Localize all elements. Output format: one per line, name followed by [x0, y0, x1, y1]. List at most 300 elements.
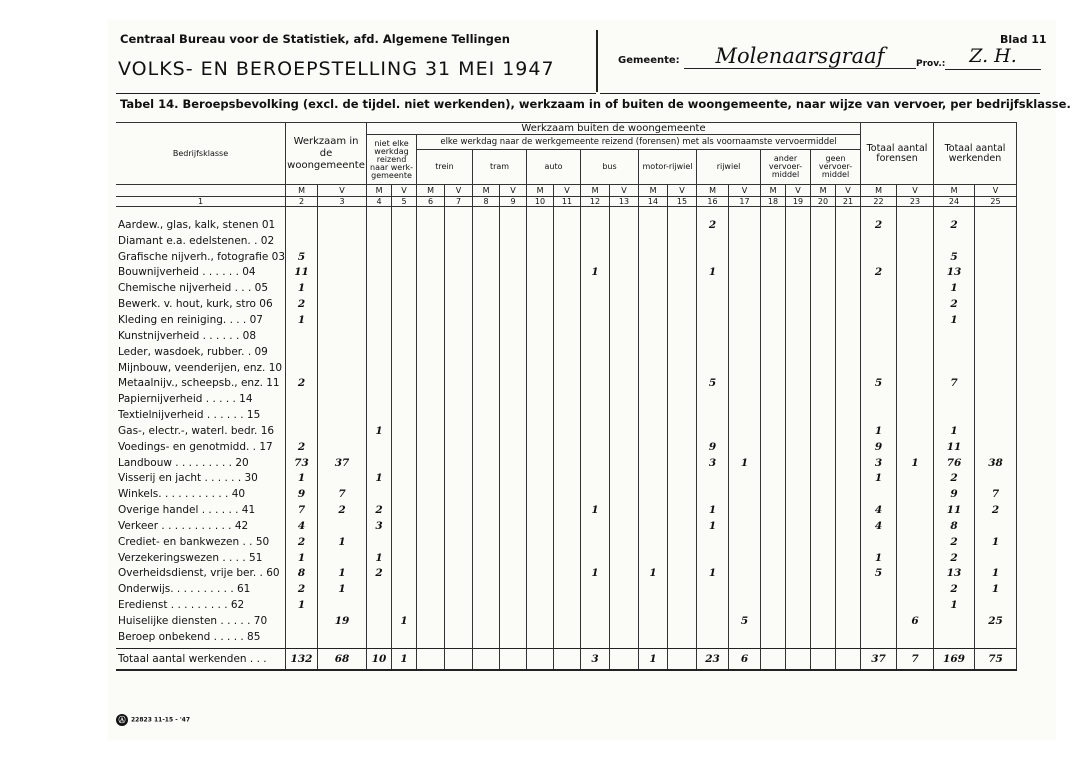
table-cell: [861, 360, 897, 376]
total-cell: [761, 648, 786, 670]
table-cell: [836, 233, 861, 249]
header-m: M: [761, 185, 786, 197]
table-cell: [318, 423, 367, 439]
table-cell: [473, 629, 500, 645]
table-cell: [392, 265, 417, 281]
table-cell: [554, 265, 581, 281]
table-row: [116, 423, 1017, 439]
table-cell: [786, 344, 811, 360]
table-cell: [417, 550, 445, 566]
table-cell: [417, 629, 445, 645]
table-cell: [581, 613, 610, 629]
table-cell: [610, 280, 639, 296]
table-cell: [500, 407, 527, 423]
table-cell: [729, 550, 761, 566]
table-cell: 2: [934, 550, 975, 566]
total-cell: [811, 648, 836, 670]
table-cell: [668, 217, 697, 233]
header-v: V: [610, 185, 639, 197]
table-cell: [861, 597, 897, 613]
table-cell: 1: [934, 597, 975, 613]
table-cell: [861, 296, 897, 312]
spacer-cell: [836, 207, 861, 218]
table-cell: [473, 312, 500, 328]
table-cell: 1: [286, 550, 318, 566]
table-row: [116, 613, 1017, 629]
table-cell: 1: [729, 455, 761, 471]
table-cell: 1: [897, 455, 934, 471]
header-bus: bus: [581, 150, 639, 185]
table-cell: [445, 328, 473, 344]
total-label: Totaal aantal werkenden . . .: [116, 648, 286, 670]
total-cell: 132: [286, 648, 318, 670]
table-cell: [697, 486, 729, 502]
table-cell: [811, 534, 836, 550]
table-cell: [639, 280, 668, 296]
table-cell: 2: [367, 566, 392, 582]
table-cell: [367, 217, 392, 233]
table-cell: 3: [861, 455, 897, 471]
table-cell: [786, 407, 811, 423]
header-m: M: [697, 185, 729, 197]
table-cell: [367, 280, 392, 296]
table-cell: [527, 423, 554, 439]
table-cell: [527, 375, 554, 391]
table-cell: [761, 566, 786, 582]
table-cell: [581, 249, 610, 265]
table-cell: [318, 328, 367, 344]
table-cell: [697, 550, 729, 566]
table-cell: [697, 581, 729, 597]
table-row: [116, 375, 1017, 391]
table-cell: [610, 265, 639, 281]
table-cell: [729, 502, 761, 518]
table-cell: 1: [286, 471, 318, 487]
table-cell: [417, 391, 445, 407]
total-cell: [473, 648, 500, 670]
bureau-name: Centraal Bureau voor de Statistiek, afd. Algemene Tellingen: [120, 32, 510, 46]
table-cell: [697, 280, 729, 296]
table-cell: [836, 328, 861, 344]
table-cell: [367, 407, 392, 423]
table-cell: 13: [934, 265, 975, 281]
table-cell: [445, 629, 473, 645]
table-cell: [286, 344, 318, 360]
table-cell: [500, 423, 527, 439]
table-cell: [975, 328, 1017, 344]
spacer-cell: [934, 207, 975, 218]
table-cell: [811, 391, 836, 407]
table-cell: [697, 344, 729, 360]
table-cell: [668, 360, 697, 376]
table-cell: [861, 280, 897, 296]
header-divider: [596, 30, 598, 92]
table-cell: [392, 550, 417, 566]
table-cell: 5: [697, 375, 729, 391]
table-cell: [786, 217, 811, 233]
spacer-cell: [697, 207, 729, 218]
table-cell: [786, 375, 811, 391]
row-label: Visserij en jacht . . . . . . 30: [116, 471, 286, 487]
spacer-cell: [668, 207, 697, 218]
table-cell: [975, 280, 1017, 296]
table-cell: [975, 423, 1017, 439]
table-cell: [286, 613, 318, 629]
table-cell: [318, 280, 367, 296]
table-cell: [527, 518, 554, 534]
table-cell: [367, 344, 392, 360]
table-cell: [897, 217, 934, 233]
table-cell: 37: [318, 455, 367, 471]
table-cell: [318, 344, 367, 360]
table-cell: [417, 296, 445, 312]
table-cell: [761, 613, 786, 629]
table-cell: 5: [286, 249, 318, 265]
table-cell: [473, 534, 500, 550]
table-cell: [581, 375, 610, 391]
table-cell: [417, 360, 445, 376]
table-cell: [786, 312, 811, 328]
table-cell: [639, 471, 668, 487]
total-cell: 1: [639, 648, 668, 670]
table-cell: [445, 296, 473, 312]
total-cell: 6: [729, 648, 761, 670]
table-cell: [554, 486, 581, 502]
table-cell: [527, 597, 554, 613]
data-table: [116, 122, 1017, 671]
table-cell: [729, 344, 761, 360]
table-cell: [897, 550, 934, 566]
table-cell: [668, 471, 697, 487]
table-cell: [286, 407, 318, 423]
table-cell: [897, 265, 934, 281]
table-cell: [811, 439, 836, 455]
table-cell: [417, 328, 445, 344]
table-cell: [473, 328, 500, 344]
table-cell: [811, 486, 836, 502]
table-cell: [610, 407, 639, 423]
table-cell: [786, 360, 811, 376]
table-cell: [473, 597, 500, 613]
row-label: Overheidsdienst, vrije ber. . 60: [116, 566, 286, 582]
header-niet-elke: niet elke werkdag reizend naar werk-gemeente: [367, 135, 417, 185]
table-cell: [581, 455, 610, 471]
table-cell: [761, 471, 786, 487]
table-cell: [500, 312, 527, 328]
column-number: 18: [761, 197, 786, 207]
table-cell: [473, 217, 500, 233]
table-cell: [367, 597, 392, 613]
table-cell: [473, 471, 500, 487]
table-cell: [668, 455, 697, 471]
table-cell: [668, 407, 697, 423]
table-cell: 1: [697, 502, 729, 518]
table-cell: [811, 280, 836, 296]
table-cell: [392, 217, 417, 233]
table-cell: [500, 581, 527, 597]
table-cell: [836, 613, 861, 629]
table-cell: [729, 439, 761, 455]
table-cell: [729, 407, 761, 423]
table-cell: [811, 566, 836, 582]
table-cell: [697, 407, 729, 423]
table-cell: [473, 566, 500, 582]
table-cell: 1: [861, 550, 897, 566]
table-cell: [500, 518, 527, 534]
print-code-text: 22823 11-15 - '47: [131, 716, 191, 724]
table-cell: 4: [861, 502, 897, 518]
table-cell: [527, 265, 554, 281]
table-row: [116, 471, 1017, 487]
table-cell: [729, 391, 761, 407]
table-cell: [367, 249, 392, 265]
table-cell: [761, 312, 786, 328]
header-geen-vervoermiddel: geen vervoer-middel: [811, 150, 861, 185]
table-cell: [581, 550, 610, 566]
table-cell: [445, 391, 473, 407]
table-cell: [668, 566, 697, 582]
row-label: Grafische nijverh., fotografie 03: [118, 250, 286, 263]
table-cell: [581, 217, 610, 233]
column-number: 20: [811, 197, 836, 207]
table-cell: [836, 550, 861, 566]
table-cell: [729, 486, 761, 502]
table-cell: 1: [934, 280, 975, 296]
table-cell: 1: [975, 566, 1017, 582]
table-cell: [610, 518, 639, 534]
table-cell: [417, 613, 445, 629]
table-cell: [811, 455, 836, 471]
table-row: [116, 597, 1017, 613]
table-cell: [392, 233, 417, 249]
total-cell: 10: [367, 648, 392, 670]
table-cell: [527, 629, 554, 645]
table-cell: 1: [318, 581, 367, 597]
table-cell: 1: [861, 423, 897, 439]
row-label: Textielnijverheid . . . . . . 15: [116, 407, 286, 423]
table-cell: [836, 439, 861, 455]
table-cell: 4: [286, 518, 318, 534]
table-cell: [668, 518, 697, 534]
table-cell: [500, 249, 527, 265]
table-cell: [668, 280, 697, 296]
spacer-cell: [116, 207, 286, 218]
header-rijwiel: rijwiel: [697, 150, 761, 185]
table-cell: [318, 360, 367, 376]
row-label: Gas-, electr.-, waterl. bedr. 16: [116, 423, 286, 439]
table-cell: [392, 455, 417, 471]
row-label: Beroep onbekend . . . . . 85: [116, 629, 286, 645]
table-cell: [836, 249, 861, 265]
table-cell: [581, 439, 610, 455]
table-cell: [473, 613, 500, 629]
table-cell: [897, 486, 934, 502]
table-cell: [836, 391, 861, 407]
table-cell: [934, 629, 975, 645]
table-cell: [610, 312, 639, 328]
table-row: [116, 566, 1017, 582]
table-cell: [286, 360, 318, 376]
print-code: [116, 714, 190, 726]
column-number: 6: [417, 197, 445, 207]
column-number: 19: [786, 197, 811, 207]
table-cell: [761, 502, 786, 518]
table-cell: [610, 471, 639, 487]
table-cell: [527, 217, 554, 233]
table-cell: [761, 534, 786, 550]
table-cell: [286, 391, 318, 407]
table-cell: [417, 455, 445, 471]
table-cell: [554, 328, 581, 344]
table-cell: [811, 265, 836, 281]
table-cell: [554, 597, 581, 613]
table-cell: [811, 217, 836, 233]
table-cell: [554, 217, 581, 233]
table-cell: [836, 455, 861, 471]
table-cell: [639, 518, 668, 534]
table-cell: [500, 534, 527, 550]
table-cell: [417, 566, 445, 582]
table-cell: [761, 328, 786, 344]
table-cell: [417, 217, 445, 233]
table-cell: [318, 233, 367, 249]
row-label: Bouwnijverheid . . . . . . 04: [116, 265, 286, 281]
table-cell: [392, 597, 417, 613]
table-cell: [581, 581, 610, 597]
table-cell: 2: [861, 265, 897, 281]
table-cell: [473, 233, 500, 249]
table-cell: [610, 597, 639, 613]
table-cell: [975, 360, 1017, 376]
table-cell: [445, 518, 473, 534]
table-cell: [668, 550, 697, 566]
table-cell: 1: [367, 550, 392, 566]
table-cell: [836, 534, 861, 550]
table-cell: [527, 581, 554, 597]
column-number: 15: [668, 197, 697, 207]
table-row: [116, 534, 1017, 550]
table-cell: [581, 328, 610, 344]
table-cell: 1: [581, 566, 610, 582]
table-cell: [811, 502, 836, 518]
table-cell: [697, 328, 729, 344]
table-cell: [786, 280, 811, 296]
table-cell: [729, 471, 761, 487]
mv-blank: [116, 185, 286, 197]
table-cell: [610, 566, 639, 582]
table-cell: [697, 296, 729, 312]
table-cell: [581, 312, 610, 328]
table-cell: 1: [975, 534, 1017, 550]
table-cell: [417, 312, 445, 328]
table-cell: [500, 486, 527, 502]
table-cell: 1: [367, 423, 392, 439]
table-cell: [318, 375, 367, 391]
table-cell: [761, 518, 786, 534]
column-number: 9: [500, 197, 527, 207]
table-cell: [761, 407, 786, 423]
row-label: Kleding en reiniging. . . . 07: [116, 312, 286, 328]
row-label: Kunstnijverheid . . . . . . 08: [116, 328, 286, 344]
table-cell: [610, 391, 639, 407]
table-cell: [473, 518, 500, 534]
table-cell: [811, 423, 836, 439]
table-cell: [975, 217, 1017, 233]
table-row: [116, 249, 1017, 265]
table-cell: [500, 566, 527, 582]
table-cell: [417, 534, 445, 550]
table-cell: [610, 328, 639, 344]
header-v: V: [836, 185, 861, 197]
table-cell: [761, 455, 786, 471]
table-cell: [417, 423, 445, 439]
table-cell: [445, 360, 473, 376]
table-cell: [417, 375, 445, 391]
table-cell: 3: [367, 518, 392, 534]
table-cell: [729, 629, 761, 645]
table-cell: [786, 328, 811, 344]
table-cell: [836, 581, 861, 597]
table-cell: [392, 296, 417, 312]
table-cell: 5: [729, 613, 761, 629]
table-cell: [367, 629, 392, 645]
table-cell: [286, 328, 318, 344]
table-cell: [500, 344, 527, 360]
table-cell: 4: [861, 518, 897, 534]
table-cell: [417, 581, 445, 597]
table-cell: [639, 502, 668, 518]
printer-logo-icon: Ⓐ: [116, 714, 128, 726]
table-cell: 1: [934, 423, 975, 439]
table-cell: [811, 613, 836, 629]
header-v: V: [445, 185, 473, 197]
table-cell: [367, 486, 392, 502]
table-cell: [668, 249, 697, 265]
table-row: [116, 391, 1017, 407]
column-number: 2: [286, 197, 318, 207]
table-cell: 9: [286, 486, 318, 502]
table-cell: [975, 344, 1017, 360]
table-cell: [836, 280, 861, 296]
spacer-cell: [761, 207, 786, 218]
table-cell: [811, 629, 836, 645]
header-bedrijfsklasse: Bedrijfsklasse: [116, 123, 286, 185]
table-cell: [861, 233, 897, 249]
table-cell: [729, 328, 761, 344]
table-cell: [639, 360, 668, 376]
table-cell: 2: [934, 534, 975, 550]
table-cell: [975, 375, 1017, 391]
table-cell: [897, 407, 934, 423]
table-cell: [417, 597, 445, 613]
header-m: M: [581, 185, 610, 197]
table-cell: [610, 344, 639, 360]
table-cell: [668, 613, 697, 629]
column-number: 14: [639, 197, 668, 207]
table-cell: [668, 233, 697, 249]
table-cell: [318, 439, 367, 455]
table-cell: [786, 471, 811, 487]
table-cell: [417, 249, 445, 265]
table-cell: [811, 597, 836, 613]
table-cell: [811, 471, 836, 487]
table-cell: [554, 581, 581, 597]
table-cell: [527, 439, 554, 455]
table-cell: [527, 407, 554, 423]
table-cell: [836, 502, 861, 518]
column-number: 23: [897, 197, 934, 207]
table-cell: [836, 471, 861, 487]
